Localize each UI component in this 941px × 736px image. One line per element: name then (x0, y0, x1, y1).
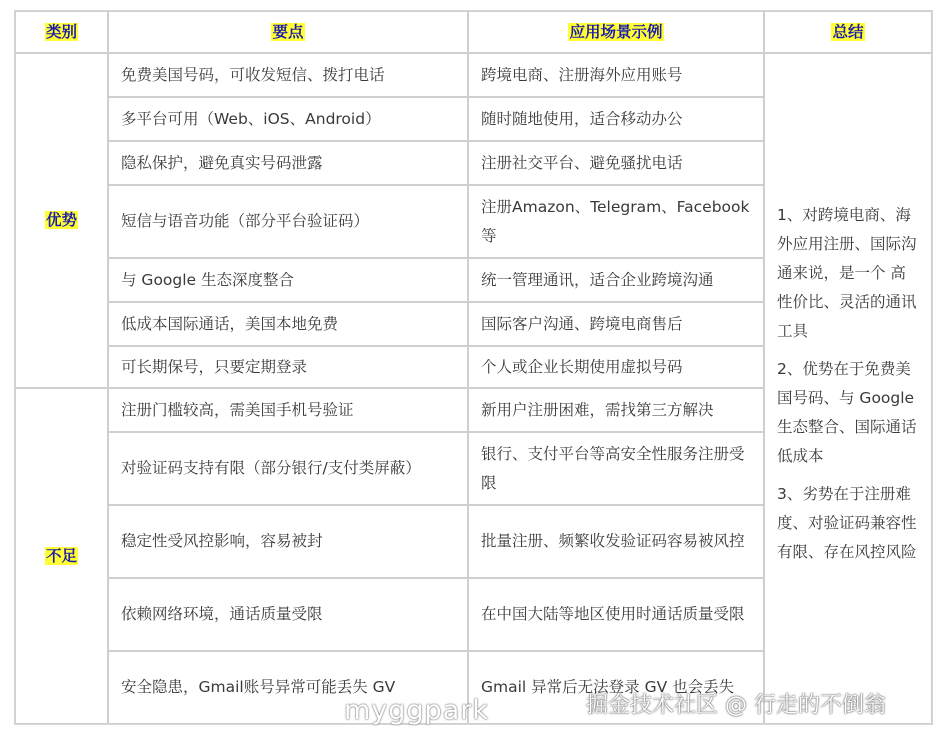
point-cell: 可长期保号，只要定期登录 (108, 346, 468, 388)
watermark-right: 掘金技术社区 @ 行走的不倒翁 (586, 693, 886, 718)
scenario-cell: 银行、支付平台等高安全性服务注册受限 (468, 432, 764, 505)
point-cell: 多平台可用（Web、iOS、Android） (108, 97, 468, 141)
scenario-cell: 在中国大陆等地区使用时通话质量受限 (468, 578, 764, 651)
summary-item-1: 1、对跨境电商、海外应用注册、国际沟通来说，是一个 高性价比、灵活的通讯工具 (777, 206, 917, 340)
point-cell: 免费美国号码，可收发短信、拨打电话 (108, 53, 468, 97)
scenario-cell: 批量注册、频繁收发验证码容易被风控 (468, 505, 764, 578)
scenario-cell: 国际客户沟通、跨境电商售后 (468, 302, 764, 346)
point-cell: 依赖网络环境，通话质量受限 (108, 578, 468, 651)
point-cell: 隐私保护，避免真实号码泄露 (108, 141, 468, 185)
point-cell: 稳定性受风控影响，容易被封 (108, 505, 468, 578)
point-cell: 低成本国际通话，美国本地免费 (108, 302, 468, 346)
point-cell: 注册门槛较高，需美国手机号验证 (108, 388, 468, 432)
scenario-cell: 新用户注册困难，需找第三方解决 (468, 388, 764, 432)
header-summary: 总结 (764, 11, 932, 53)
header-category: 类别 (15, 11, 108, 53)
category-advantages: 优势 (15, 53, 108, 388)
scenario-cell: 注册Amazon、Telegram、Facebook等 (468, 185, 764, 258)
scenario-cell: 统一管理通讯，适合企业跨境沟通 (468, 258, 764, 302)
point-cell: 与 Google 生态深度整合 (108, 258, 468, 302)
summary-item-3: 3、劣势在于注册难度、对验证码兼容性有限、存在风控风险 (777, 485, 917, 561)
summary-item-2: 2、优势在于免费美国号码、与 Google 生态整合、国际通话低成本 (777, 360, 917, 465)
scenario-cell: 注册社交平台、避免骚扰电话 (468, 141, 764, 185)
header-points: 要点 (108, 11, 468, 53)
watermark-left: myggpark (344, 695, 489, 726)
point-cell: 对验证码支持有限（部分银行/支付类屏蔽） (108, 432, 468, 505)
header-scenarios: 应用场景示例 (468, 11, 764, 53)
scenario-cell: Gmail 异常后无法登录 GV 也会丢失 (468, 651, 764, 724)
scenario-cell: 随时随地使用，适合移动办公 (468, 97, 764, 141)
category-disadvantages: 不足 (15, 388, 108, 724)
scenario-cell: 个人或企业长期使用虚拟号码 (468, 346, 764, 388)
point-cell: 安全隐患，Gmail账号异常可能丢失 GV (108, 651, 468, 724)
header-row (15, 11, 932, 53)
summary-cell (764, 53, 932, 724)
point-cell: 短信与语音功能（部分平台验证码） (108, 185, 468, 258)
table-row (15, 53, 932, 97)
scenario-cell: 跨境电商、注册海外应用账号 (468, 53, 764, 97)
comparison-table (14, 10, 933, 725)
